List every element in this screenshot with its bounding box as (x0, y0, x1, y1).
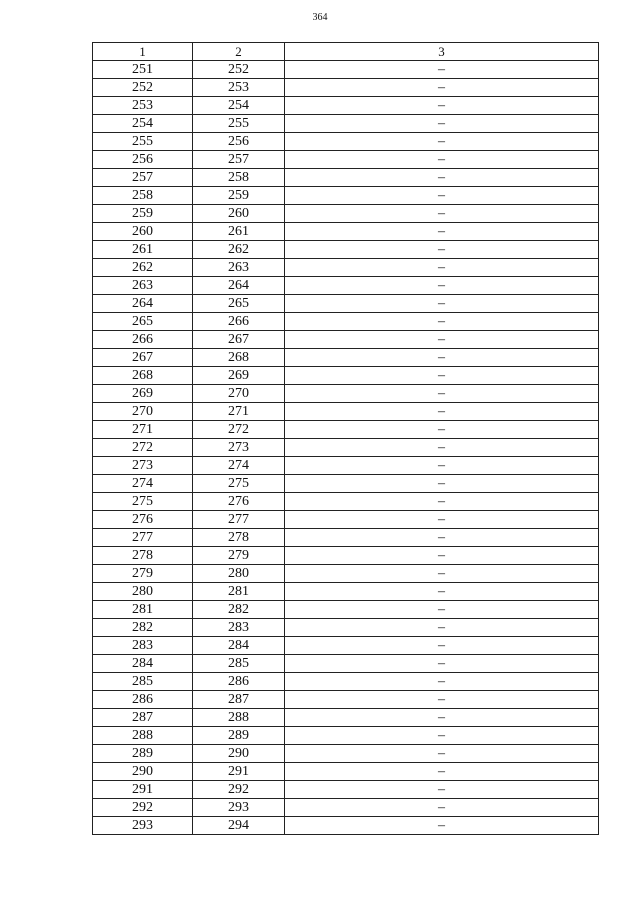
table-row (93, 331, 599, 349)
table-cell-col-1: 288 (93, 727, 193, 745)
table-cell-col-1: 268 (93, 367, 193, 385)
table-cell-col-1: 266 (93, 331, 193, 349)
table-cell-col-2: 294 (193, 817, 285, 835)
table-cell-col-1: 263 (93, 277, 193, 295)
table-cell-col-2: 293 (193, 799, 285, 817)
table-row (93, 295, 599, 313)
table-cell-col-3: – (285, 619, 599, 637)
table-cell-col-3: – (285, 691, 599, 709)
table-row (93, 367, 599, 385)
table-row (93, 457, 599, 475)
table-cell-col-2: 259 (193, 187, 285, 205)
table-row (93, 169, 599, 187)
table-cell-col-1: 293 (93, 817, 193, 835)
table-cell-col-1: 274 (93, 475, 193, 493)
table-row (93, 133, 599, 151)
table-cell-col-1: 258 (93, 187, 193, 205)
table-row (93, 349, 599, 367)
table-cell-col-1: 273 (93, 457, 193, 475)
table-cell-col-1: 264 (93, 295, 193, 313)
table-row (93, 313, 599, 331)
table-cell-col-3: – (285, 439, 599, 457)
table-row (93, 799, 599, 817)
table-row (93, 601, 599, 619)
table-cell-col-2: 276 (193, 493, 285, 511)
table-cell-col-2: 274 (193, 457, 285, 475)
table-cell-col-2: 262 (193, 241, 285, 259)
table-cell-col-3: – (285, 295, 599, 313)
table-cell-col-3: – (285, 457, 599, 475)
table-cell-col-1: 277 (93, 529, 193, 547)
table-cell-col-3: – (285, 763, 599, 781)
table-cell-col-2: 261 (193, 223, 285, 241)
table-cell-col-2: 257 (193, 151, 285, 169)
table-cell-col-2: 279 (193, 547, 285, 565)
table-cell-col-3: – (285, 709, 599, 727)
table-cell-col-3: – (285, 277, 599, 295)
table-cell-col-2: 256 (193, 133, 285, 151)
table-cell-col-1: 289 (93, 745, 193, 763)
data-table (92, 42, 599, 835)
table-cell-col-3: – (285, 241, 599, 259)
table-cell-col-2: 277 (193, 511, 285, 529)
table-cell-col-1: 290 (93, 763, 193, 781)
table-cell-col-1: 255 (93, 133, 193, 151)
column-header-2: 2 (193, 43, 285, 61)
table-cell-col-1: 261 (93, 241, 193, 259)
table-cell-col-3: – (285, 313, 599, 331)
table-cell-col-2: 266 (193, 313, 285, 331)
table-cell-col-1: 272 (93, 439, 193, 457)
table-cell-col-2: 283 (193, 619, 285, 637)
table-row (93, 781, 599, 799)
table-cell-col-2: 258 (193, 169, 285, 187)
table-cell-col-2: 255 (193, 115, 285, 133)
table-cell-col-1: 254 (93, 115, 193, 133)
table-row (93, 223, 599, 241)
table-row (93, 583, 599, 601)
table-cell-col-3: – (285, 115, 599, 133)
table-row (93, 79, 599, 97)
table-row (93, 97, 599, 115)
table-cell-col-3: – (285, 493, 599, 511)
table-row (93, 151, 599, 169)
table-cell-col-2: 288 (193, 709, 285, 727)
table-row (93, 493, 599, 511)
table-header-row (93, 43, 599, 61)
table-cell-col-2: 284 (193, 637, 285, 655)
table-cell-col-2: 272 (193, 421, 285, 439)
table-cell-col-3: – (285, 151, 599, 169)
table-row (93, 241, 599, 259)
table-cell-col-2: 252 (193, 61, 285, 79)
table-cell-col-3: – (285, 727, 599, 745)
table-cell-col-1: 252 (93, 79, 193, 97)
table-cell-col-3: – (285, 745, 599, 763)
table-cell-col-1: 287 (93, 709, 193, 727)
table-cell-col-1: 284 (93, 655, 193, 673)
table-cell-col-3: – (285, 565, 599, 583)
table-cell-col-2: 267 (193, 331, 285, 349)
table-cell-col-2: 287 (193, 691, 285, 709)
table-cell-col-2: 278 (193, 529, 285, 547)
table-row (93, 511, 599, 529)
table-row (93, 655, 599, 673)
table-cell-col-2: 260 (193, 205, 285, 223)
table-cell-col-3: – (285, 817, 599, 835)
table-cell-col-1: 262 (93, 259, 193, 277)
table-cell-col-3: – (285, 511, 599, 529)
table-cell-col-3: – (285, 97, 599, 115)
table-row (93, 709, 599, 727)
table-cell-col-2: 265 (193, 295, 285, 313)
column-header-1: 1 (93, 43, 193, 61)
table-cell-col-1: 260 (93, 223, 193, 241)
table-cell-col-1: 279 (93, 565, 193, 583)
table-cell-col-1: 257 (93, 169, 193, 187)
table-cell-col-3: – (285, 205, 599, 223)
table-cell-col-3: – (285, 79, 599, 97)
table-cell-col-1: 253 (93, 97, 193, 115)
table-row (93, 763, 599, 781)
table-row (93, 529, 599, 547)
table-cell-col-2: 282 (193, 601, 285, 619)
table-row (93, 475, 599, 493)
table-cell-col-2: 270 (193, 385, 285, 403)
table-cell-col-1: 276 (93, 511, 193, 529)
table-row (93, 619, 599, 637)
table-cell-col-3: – (285, 403, 599, 421)
table-row (93, 673, 599, 691)
table-row (93, 259, 599, 277)
table-cell-col-3: – (285, 349, 599, 367)
table-cell-col-2: 263 (193, 259, 285, 277)
table-cell-col-3: – (285, 799, 599, 817)
table-row (93, 61, 599, 79)
table-cell-col-3: – (285, 223, 599, 241)
table-cell-col-1: 285 (93, 673, 193, 691)
table-cell-col-2: 281 (193, 583, 285, 601)
table-cell-col-1: 281 (93, 601, 193, 619)
table-cell-col-1: 278 (93, 547, 193, 565)
page-number: 364 (312, 12, 328, 23)
table-cell-col-2: 286 (193, 673, 285, 691)
table-cell-col-2: 273 (193, 439, 285, 457)
table-row (93, 637, 599, 655)
table-row (93, 565, 599, 583)
table-cell-col-1: 267 (93, 349, 193, 367)
table-cell-col-1: 271 (93, 421, 193, 439)
table-cell-col-3: – (285, 61, 599, 79)
table-cell-col-3: – (285, 529, 599, 547)
table-row (93, 115, 599, 133)
table-cell-col-2: 285 (193, 655, 285, 673)
table-cell-col-2: 269 (193, 367, 285, 385)
table-cell-col-1: 283 (93, 637, 193, 655)
table-cell-col-3: – (285, 331, 599, 349)
table-cell-col-3: – (285, 655, 599, 673)
table-cell-col-3: – (285, 421, 599, 439)
table-cell-col-2: 289 (193, 727, 285, 745)
table-cell-col-3: – (285, 673, 599, 691)
table-cell-col-1: 269 (93, 385, 193, 403)
table-cell-col-2: 264 (193, 277, 285, 295)
table-row (93, 421, 599, 439)
table-cell-col-3: – (285, 583, 599, 601)
table-cell-col-1: 259 (93, 205, 193, 223)
table-cell-col-2: 292 (193, 781, 285, 799)
table-row (93, 385, 599, 403)
table-cell-col-1: 265 (93, 313, 193, 331)
table-cell-col-1: 291 (93, 781, 193, 799)
table-row (93, 727, 599, 745)
table-row (93, 205, 599, 223)
table-cell-col-3: – (285, 187, 599, 205)
table-cell-col-3: – (285, 601, 599, 619)
table-cell-col-2: 253 (193, 79, 285, 97)
table-cell-col-1: 270 (93, 403, 193, 421)
table-cell-col-2: 268 (193, 349, 285, 367)
table-cell-col-3: – (285, 781, 599, 799)
table-cell-col-2: 290 (193, 745, 285, 763)
table-row (93, 547, 599, 565)
column-header-3: 3 (285, 43, 599, 61)
table-cell-col-1: 251 (93, 61, 193, 79)
table-cell-col-2: 254 (193, 97, 285, 115)
table-cell-col-3: – (285, 259, 599, 277)
table-row (93, 817, 599, 835)
table-row (93, 439, 599, 457)
table-row (93, 691, 599, 709)
table-row (93, 403, 599, 421)
table-cell-col-3: – (285, 367, 599, 385)
table-cell-col-2: 280 (193, 565, 285, 583)
table-cell-col-3: – (285, 169, 599, 187)
table-cell-col-2: 291 (193, 763, 285, 781)
table-cell-col-3: – (285, 637, 599, 655)
table-cell-col-1: 282 (93, 619, 193, 637)
table-cell-col-1: 256 (93, 151, 193, 169)
table-cell-col-2: 275 (193, 475, 285, 493)
table-row (93, 187, 599, 205)
table-cell-col-1: 280 (93, 583, 193, 601)
table-cell-col-3: – (285, 547, 599, 565)
table-cell-col-1: 292 (93, 799, 193, 817)
table-row (93, 277, 599, 295)
table-cell-col-1: 275 (93, 493, 193, 511)
table-cell-col-1: 286 (93, 691, 193, 709)
table-cell-col-3: – (285, 475, 599, 493)
table-cell-col-3: – (285, 385, 599, 403)
table-row (93, 745, 599, 763)
table-cell-col-3: – (285, 133, 599, 151)
table-cell-col-2: 271 (193, 403, 285, 421)
table-body (93, 61, 599, 835)
